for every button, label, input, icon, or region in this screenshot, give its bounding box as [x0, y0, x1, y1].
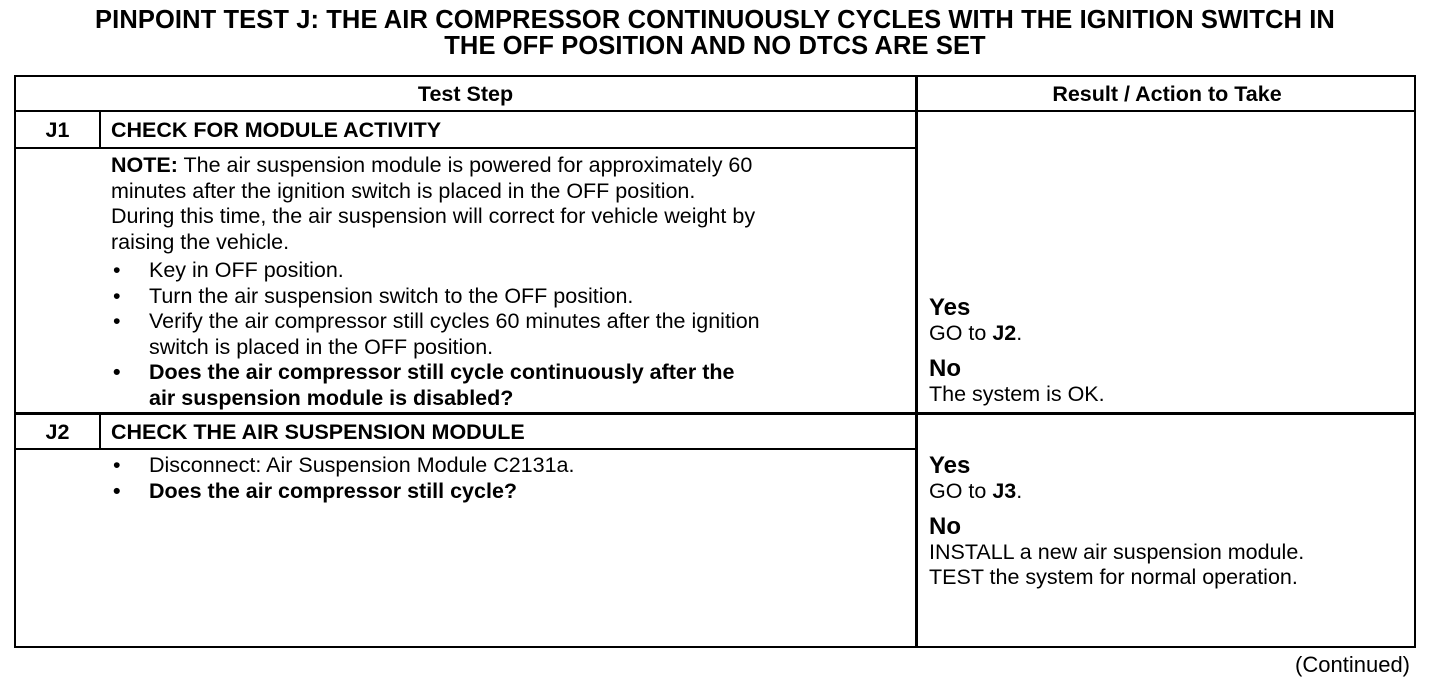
step-body-j2: [111, 453, 911, 504]
list-item: • Does the air compressor still cycle?: [113, 478, 518, 503]
step-title-j1: CHECK FOR MODULE ACTIVITY: [111, 118, 442, 142]
note-paragraph: [111, 153, 911, 179]
note-line-1: The air suspension module is powered for approximately 60: [177, 153, 753, 177]
continued-label: (Continued): [1295, 652, 1410, 677]
bullet-icon: •: [113, 258, 121, 282]
note-line-3: During this time, the air suspension will correct for vehicle weight by: [111, 204, 756, 228]
yes-action: GO to J2.: [929, 321, 1023, 345]
page-title-line-1: PINPOINT TEST J: THE AIR COMPRESSOR CONTINUOUSLY CYCLES WITH THE IGNITION SWITCH IN: [95, 6, 1335, 34]
note-line-2: minutes after the ignition switch is placed in the OFF position.: [111, 178, 696, 203]
j2-id-divider: [99, 414, 101, 449]
note-line-4: raising the vehicle.: [111, 229, 290, 254]
no-label: No: [929, 512, 961, 540]
no-action: The system is OK.: [929, 381, 1105, 406]
list-item: • Turn the air suspension switch to the OFF position.: [113, 283, 634, 308]
bullet-icon: •: [113, 478, 121, 503]
note-label: NOTE:: [111, 153, 178, 177]
column-divider: [915, 77, 918, 648]
step-id-j1: J1: [45, 118, 70, 142]
page-title-line-2: THE OFF POSITION AND NO DTCS ARE SET: [444, 32, 986, 60]
list-item: • Key in OFF position.: [113, 258, 344, 282]
j1-bullet-list: [111, 258, 911, 411]
bullet-icon: •: [113, 283, 121, 308]
step-body-j1: [111, 153, 911, 411]
result-j1: [929, 295, 1105, 407]
header-test-step: Test Step: [417, 82, 514, 106]
no-action-line-2: TEST the system for normal operation.: [929, 565, 1298, 589]
page-title: [0, 7, 1430, 59]
pinpoint-test-table: [14, 75, 1416, 648]
yes-label: Yes: [929, 294, 971, 321]
header-result-action: Result / Action to Take: [1052, 82, 1282, 106]
j1-title-divider: [16, 147, 916, 149]
j1-id-divider: [99, 112, 101, 148]
list-item: • Disconnect: Air Suspension Module C2131a.: [113, 453, 575, 477]
bullet-icon: •: [113, 309, 121, 333]
step-title-j2: CHECK THE AIR SUSPENSION MODULE: [111, 420, 525, 444]
goto-link-j2: J2: [992, 321, 1017, 345]
no-action-line-1: INSTALL a new air suspension module.: [929, 539, 1305, 564]
list-item: • Verify the air compressor still cycles 60 minutes after the ignition switch is placed in the OFF position.: [113, 309, 760, 359]
yes-label: Yes: [929, 452, 971, 479]
j2-bullet-list: [111, 453, 911, 504]
list-item: • Does the air compressor still cycle continuously after the air suspension module is disabled?: [113, 360, 735, 410]
no-label: No: [929, 354, 961, 382]
result-j2: [929, 453, 1304, 591]
goto-link-j3: J3: [992, 479, 1017, 503]
bullet-icon: •: [113, 360, 121, 384]
bullet-icon: •: [113, 453, 121, 477]
yes-action: GO to J3.: [929, 479, 1023, 503]
step-id-j2: J2: [45, 420, 70, 444]
